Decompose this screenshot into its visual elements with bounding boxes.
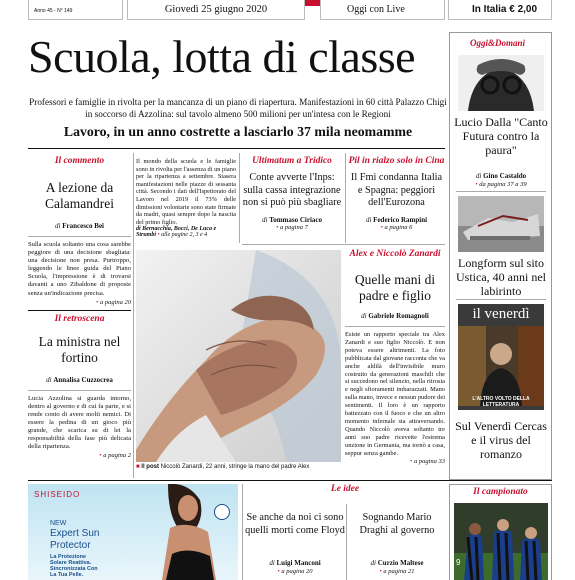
football-illustration: [454, 503, 548, 580]
cina-byline: di Federico Rampini: [365, 215, 428, 224]
tridico-section: Ultimatum a Tridico: [252, 156, 332, 166]
retroscena-page[interactable]: • a pagina 2: [28, 452, 131, 459]
retroscena-section: Il retroscena: [54, 313, 105, 324]
dalla-photo[interactable]: [458, 55, 544, 111]
main-headline[interactable]: Scuola, lotta di classe: [28, 31, 416, 82]
tridico-box: [242, 156, 342, 231]
tridico-author: Tommaso Ciriaco: [269, 215, 323, 224]
divider-cina: [345, 153, 346, 243]
commento-body: Sulla scuola soltanto una cosa sarebbe peggiore di una decisione sbagliata: una decisione non presa. Purtroppo, leggendo le linee guida del Piano Scuola, l'impressione è di trovarsi davanti a uno Zibaldone di proposte senza un'indicazione precisa.: [28, 241, 131, 297]
divider-tridico: [239, 153, 240, 243]
hands-photo[interactable]: [136, 250, 341, 462]
ad-tag2: Solare Reattiva.: [50, 560, 92, 566]
rule-retroscena: [28, 310, 131, 311]
idee-left-page[interactable]: • a pagina 20: [245, 568, 345, 575]
venerdi-title[interactable]: Sul Venerdì Cercas e il virus del romanzo: [455, 419, 547, 461]
ad-tag3: Sincronizzata Con: [50, 566, 98, 572]
ad-tag1: La Protezione: [50, 554, 87, 560]
zanardi-section: Alex e Niccolò Zanardi: [349, 249, 441, 259]
zanardi-page[interactable]: • a pagina 33: [345, 458, 445, 465]
commento-author: Francesco Bei: [62, 222, 104, 230]
ustica-illustration: [458, 196, 544, 252]
rule-sidebar-1: [456, 191, 546, 192]
campionato-box: [449, 484, 552, 580]
ad-bottle-icon: [214, 504, 230, 520]
divider-idee: [346, 504, 347, 580]
lead-text: [136, 158, 236, 238]
sidebar-header: Oggi&Domani: [470, 38, 526, 48]
retroscena-title[interactable]: La ministra nel fortino: [38, 333, 121, 365]
venerdi-cover-sub: L'ALTRO VOLTO DELLA LETTERATURA: [472, 396, 530, 408]
ustica-photo[interactable]: [458, 196, 544, 252]
lead-page[interactable]: • alle pagine 2, 3 e 4: [158, 232, 208, 238]
divider-left: [133, 153, 134, 478]
left-column: [28, 150, 131, 480]
masthead-bar: [305, 0, 320, 6]
price: In Italia € 2,00: [472, 4, 538, 15]
tridico-byline: di Tommaso Ciriaco: [261, 215, 323, 224]
dalla-title[interactable]: Lucio Dalla "Canto Futura contro la paura": [454, 115, 548, 157]
cina-page[interactable]: • a pagina 6: [348, 224, 445, 231]
secondary-headline[interactable]: Lavoro, in un anno costrette a lasciarlo 37 mila neomamme: [63, 124, 413, 139]
commento-byline: di Francesco Bei: [55, 222, 104, 230]
rule-bottom: [28, 480, 552, 481]
ad-line2: Expert Sun: [50, 528, 100, 539]
retroscena-body: Lucia Azzolina si guarda intorno, dentro al governo e di cui fa parte, e si rende conto di avere molti nemici. Di essere la pedina di un gioco più grande, che scarica su di lei la responsabilità della fase più delicata della ripartenza.: [28, 394, 131, 451]
commento-page[interactable]: • a pagina 20: [28, 299, 131, 306]
rule-sidebar-2: [456, 299, 546, 300]
zanardi-title[interactable]: Quelle mani di padre e figlio: [354, 272, 436, 303]
ad-model-illustration: [138, 484, 228, 580]
ad-tag4: La Tua Pelle.: [50, 572, 84, 578]
divider-ad: [242, 484, 243, 580]
retroscena-author: Annalisa Cuzzocrea: [53, 375, 113, 384]
headline-subtitle: Professori e famiglie in rivolta per la mancanza di un piano di riapertura. Manifestazioni in 60 città Palazzo Chigi in soccorso di Azzolina: sul tavolo almeno 500 milioni per un'intesa con le Regioni: [29, 97, 447, 119]
cina-box: [348, 156, 445, 231]
shiseido-ad[interactable]: [28, 484, 238, 580]
idee-section: Le idee: [330, 484, 360, 494]
zanardi-box: [345, 249, 445, 465]
idee-right-page[interactable]: • a pagina 21: [349, 568, 445, 575]
ad-brand: SHISEIDO: [34, 490, 81, 499]
campionato-photo[interactable]: [454, 503, 548, 580]
lead-byline: di Bernacchia, Bocci, De Luca e Strumbi • alle pagine 2, 3 e 4: [136, 226, 236, 238]
zanardi-author: Gabriele Romagnoli: [368, 312, 429, 320]
photo-caption: ■ Il post Niccolò Zanardi, 22 anni, stringe la mano del padre Alex: [136, 464, 310, 470]
venerdi-illustration: [458, 326, 544, 406]
idee-box: [245, 484, 445, 580]
dalla-illustration: [458, 55, 544, 111]
venerdi-cover-title: il venerdì: [472, 306, 530, 322]
rule-commento: [28, 236, 131, 237]
retroscena-byline: di Annalisa Cuzzocrea: [46, 375, 113, 384]
zanardi-body: Esiste un rapporto speciale tra Alex Zanardi e suo figlio Niccolò. E non poteva essere altrimenti. La foto pubblicata dal giovane racconta che va anche aldilà dell'invisibile muro costruito da generazioni maschili che si succedono nel silenzio, nella ritrosia e negli sfioramenti imbarazzati. Mano sulla mano, invece e nessun pudore dei sentimenti. Il loro è un rapporto battezzato con il fuoco e che un altro momento infernale sta attraversando. Quando Niccolò aveva soltanto tre anni suo padre ricevette l'estrema unzione in Germania, ma tornò a casa, seppur senza gambe.: [345, 331, 445, 457]
dalla-byline: di Gino Castaldo: [475, 172, 527, 180]
sidebar: [449, 32, 552, 480]
photo-caption-text: Niccolò Zanardi, 22 anni, stringe la mano del padre Alex: [160, 464, 310, 470]
venerdi-cover[interactable]: [458, 304, 544, 410]
tridico-page[interactable]: • a pagina 7: [242, 224, 342, 231]
idee-left-byline: di Luigi Manconi: [269, 559, 321, 567]
ad-line1: NEW: [50, 520, 67, 527]
hands-illustration: [136, 250, 341, 462]
issue-number: Anno 45 - N° 149: [34, 8, 73, 14]
cina-author: Federico Rampini: [373, 215, 428, 224]
photo-caption-label: Il post: [141, 464, 159, 470]
rule-mid: [242, 244, 445, 245]
rule-top: [28, 148, 445, 149]
masthead-strip: [0, 0, 575, 24]
idee-right-title[interactable]: Sognando Mario Draghi al governo: [359, 512, 435, 536]
tridico-title[interactable]: Conte avverte l'Inps: sulla cassa integrazione non si può più sbagliare: [242, 172, 342, 208]
campionato-section: Il campionato: [473, 487, 528, 497]
zanardi-byline: di Gabriele Romagnoli: [361, 312, 429, 320]
issue-date: Giovedì 25 giugno 2020: [164, 4, 268, 15]
cina-title[interactable]: Il Fmi condanna Italia e Spagna: peggiori dell'Eurozona: [350, 172, 443, 208]
ustica-title[interactable]: Longform sul sito Ustica, 40 anni nel labirinto: [456, 256, 546, 298]
dalla-author: Gino Castaldo: [483, 172, 527, 180]
idee-left-author: Luigi Manconi: [276, 559, 321, 567]
idee-left-title[interactable]: Se anche da noi ci sono quelli morti come Floyd: [245, 512, 345, 536]
cina-section: Pil in rialzo solo in Cina: [348, 156, 445, 166]
supplement-label: Oggi con Live: [347, 4, 405, 15]
rule-zanardi: [345, 326, 445, 327]
dalla-page[interactable]: • da pagina 37 a 39: [454, 181, 548, 188]
commento-title[interactable]: A lezione da Calamandrei: [45, 180, 114, 211]
ad-line3: Protector: [50, 540, 91, 551]
idee-right-byline: di Curzio Maltese: [370, 559, 424, 567]
rule-retroscena-2: [28, 390, 131, 391]
svg-text:9: 9: [456, 558, 461, 567]
lead-body: Il mondo della scuola e le famiglie sono in rivolta per l'assenza di un piano per la ripartenza a settembre. Stasera manifestazioni nelle piazze di sessanta città. Secondo i dati dell'Ispettorato del Lavoro nel 2019 il 73% delle dimissioni volontarie sono state firmate da madri, quasi sempre dopo la nascita del primo figlio.: [136, 158, 236, 226]
commento-section: Il commento: [54, 156, 105, 166]
idee-right-author: Curzio Maltese: [377, 559, 424, 567]
